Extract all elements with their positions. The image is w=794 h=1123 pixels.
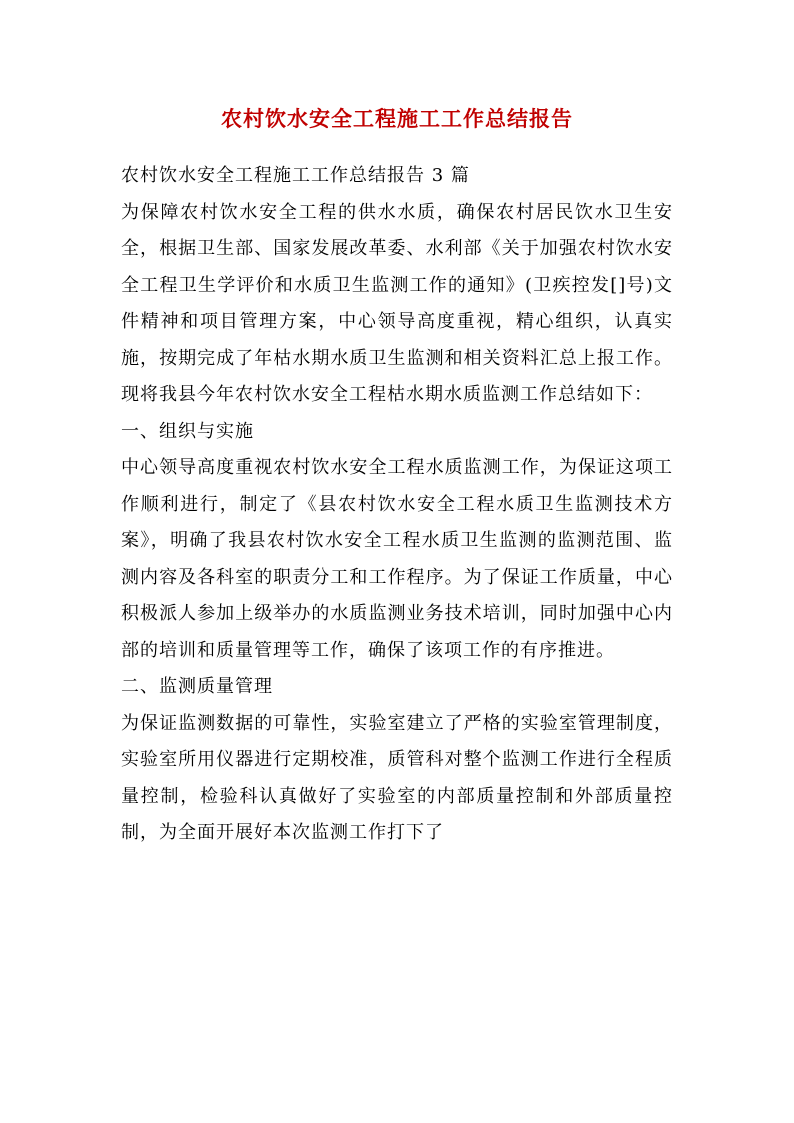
document-title: 农村饮水安全工程施工工作总结报告: [221, 106, 573, 131]
document-body: [121, 158, 673, 852]
intro-paragraph: 为保障农村饮水安全工程的供水水质，确保农村居民饮水卫生安全，根据卫生部、国家发展改革委、水利部《关于加强农村饮水安全工程卫生学评价和水质卫生监测工作的通知》(卫疾控发[]号)文件精神和项目管理方案，中心领导高度重视，精心组织，认真实施，按期完成了年枯水期水质卫生监测和相关资料汇总上报工作。现将我县今年农村饮水安全工程枯水期水质监测工作总结如下：: [121, 201, 673, 405]
subtitle-paragraph: 农村饮水安全工程施工工作总结报告 3 篇: [121, 165, 470, 186]
organization-paragraph: 中心领导高度重视农村饮水安全工程水质监测工作，为保证这项工作顺利进行，制定了《县农村饮水安全工程水质卫生监测技术方案》，明确了我县农村饮水安全工程水质卫生监测的监测范围、监测内容及各科室的职责分工和工作程序。为了保证工作质量，中心积极派人参加上级举办的水质监测业务技术培训，同时加强中心内部的培训和质量管理等工作，确保了该项工作的有序推进。: [121, 457, 673, 661]
quality-paragraph: 为保证监测数据的可靠性，实验室建立了严格的实验室管理制度，实验室所用仪器进行定期校准，质管科对整个监测工作进行全程质量控制，检验科认真做好了实验室的内部质量控制和外部质量控制，为全面开展好本次监测工作打下了: [121, 712, 673, 843]
section-heading-organization: 一、组织与实施: [121, 420, 254, 442]
section-heading-quality: 二、监测质量管理: [121, 676, 273, 697]
